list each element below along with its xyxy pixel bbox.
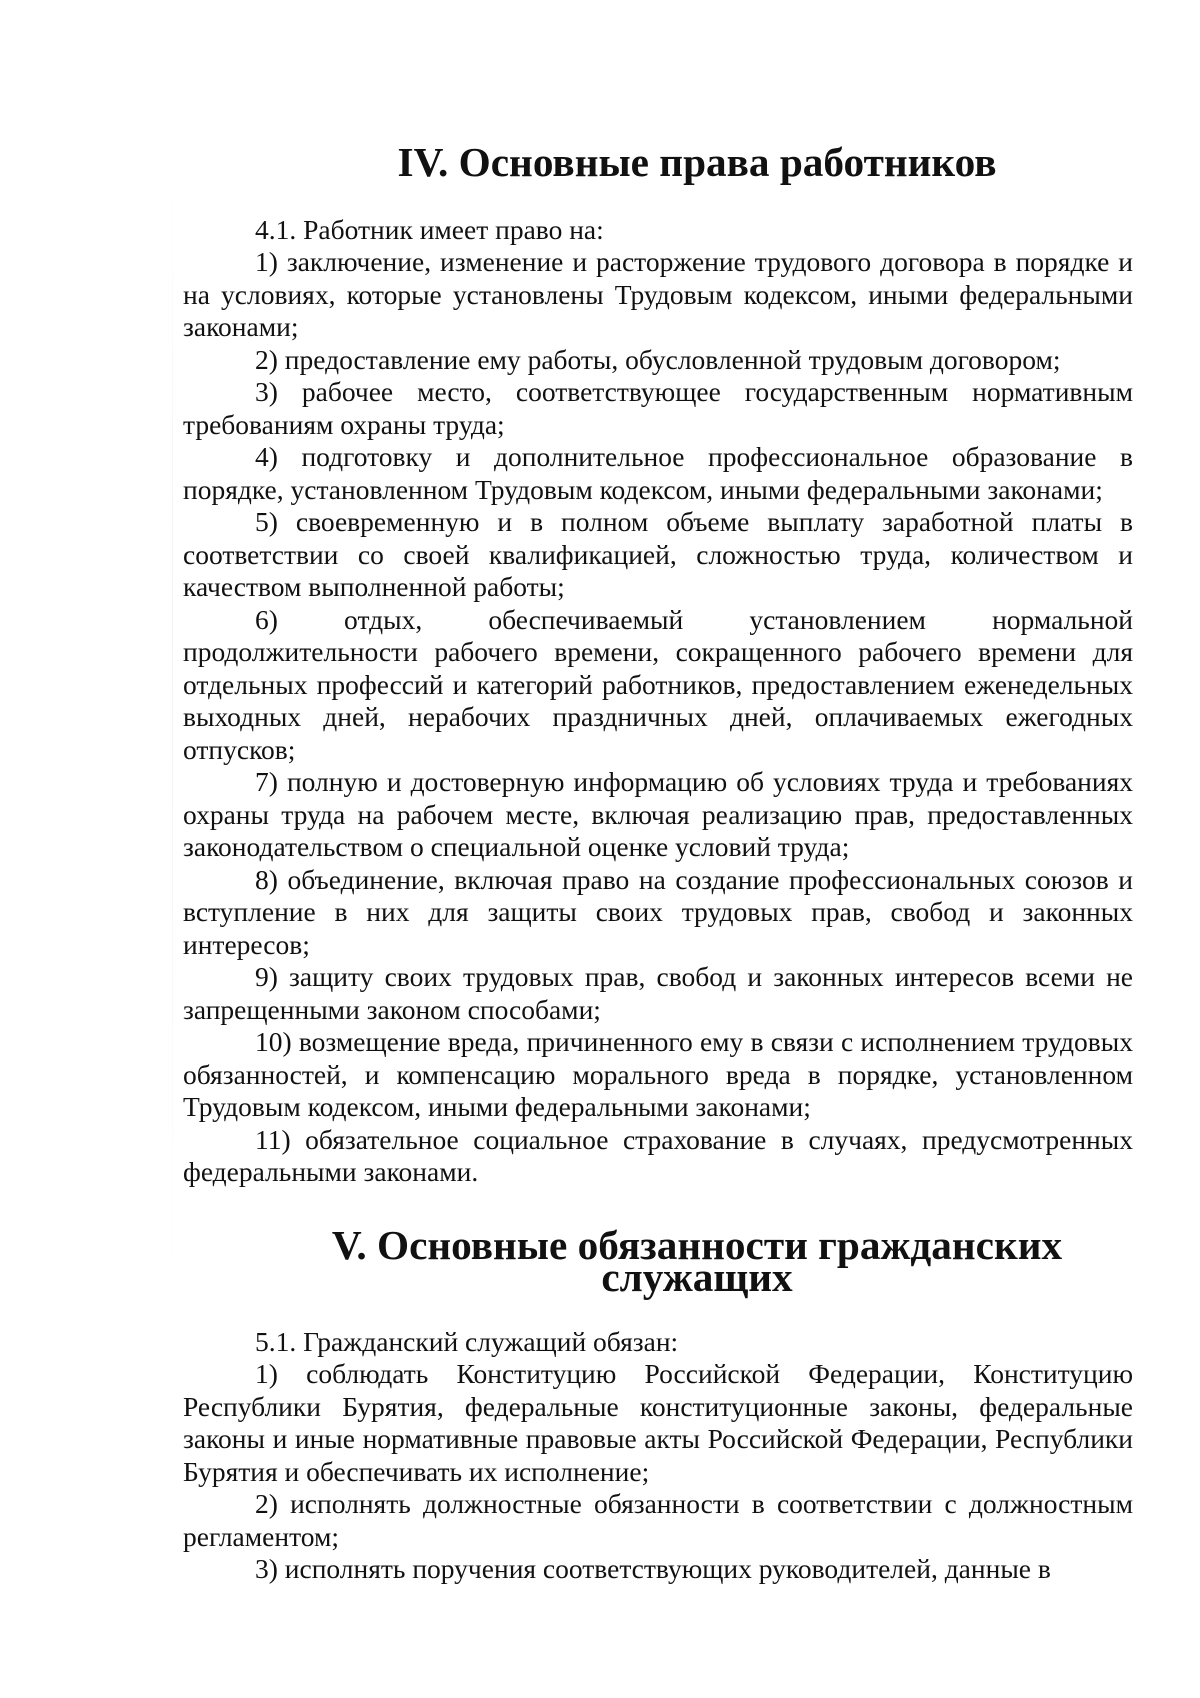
section-4-item: 1) заключение, изменение и расторжение трудового договора в порядке и на условиях, которые установлены Трудовым кодексом, иными федеральными законами; (183, 246, 1133, 342)
section-4-item: 6) отдых, обеспечиваемый установлением нормальной продолжительности рабочего времени, сокращенного рабочего времени для отдельных профессий и категорий работников, предоставлением еженедельных выходных дней, нерабочих праздничных дней, оплачиваемых ежегодных отпусков; (183, 603, 1133, 765)
section-5-item: 2) исполнять должностные обязанности в соответствии с должностным регламентом; (183, 1488, 1133, 1552)
section-5-item: 1) соблюдать Конституцию Российской Федерации, Конституцию Республики Бурятия, федеральные конституционные законы, федеральные законы и иные нормативные правовые акты Российской Федерации, Республики Бурятия и обеспечивать их исполнение; (183, 1358, 1133, 1487)
document-body (183, 139, 1133, 1586)
section-4-lead: 4.1. Работник имеет право на: (255, 213, 604, 245)
section-4-item: 5) своевременную и в полном объеме выплату заработной платы в соответствии со своей квалификацией, сложностью труда, количеством и качеством выполненной работы; (183, 506, 1133, 602)
scan-shadow (172, 140, 173, 1340)
section-5-lead: 5.1. Гражданский служащий обязан: (255, 1325, 679, 1357)
section-4-item: 7) полную и достоверную информацию об условиях труда и требованиях охраны труда на рабочем месте, включая реализацию прав, предоставленных законодательством о специальной оценке условий труда; (183, 766, 1133, 862)
section-5-item: 3) исполнять поручения соответствующих руководителей, данные в (255, 1553, 1051, 1584)
section-4-heading: IV. Основные права работников (397, 139, 997, 185)
section-4-item: 10) возмещение вреда, причиненного ему в связи с исполнением трудовых обязанностей, и компенсацию морального вреда в порядке, установленном Трудовым кодексом, иными федеральными законами; (183, 1026, 1133, 1122)
section-4-item: 3) рабочее место, соответствующее государственным нормативным требованиям охраны труда; (183, 376, 1133, 440)
section-4-item: 11) обязательное социальное страхование в случаях, предусмотренных федеральными законами. (183, 1123, 1133, 1187)
section-4-item: 2) предоставление ему работы, обусловленной трудовым договором; (255, 343, 1061, 375)
section-4-item: 4) подготовку и дополнительное профессиональное образование в порядке, установленном Трудовым кодексом, иными федеральными законами; (183, 441, 1133, 505)
section-5-heading: V. Основные обязанности гражданских служащих (331, 1221, 1063, 1300)
section-4-item: 9) защиту своих трудовых прав, свобод и законных интересов всеми не запрещенными законом способами; (183, 961, 1133, 1025)
section-4-item: 8) объединение, включая право на создание профессиональных союзов и вступление в них для защиты своих трудовых прав, свобод и законных интересов; (183, 863, 1133, 960)
